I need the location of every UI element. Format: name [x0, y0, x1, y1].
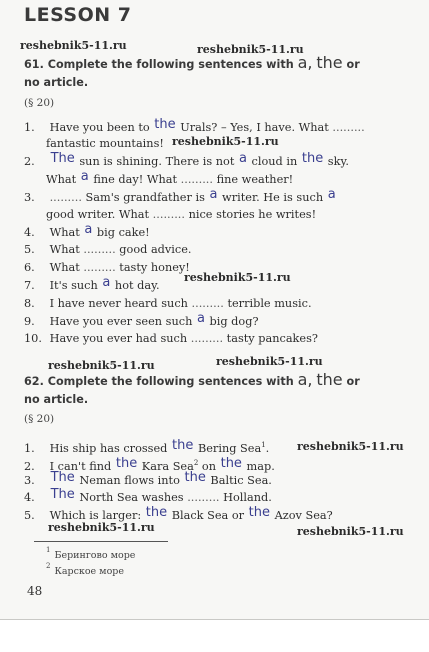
handwritten-answer: the	[145, 505, 168, 520]
blank: .........	[190, 332, 224, 345]
sentence-text: sun is shining. There is not	[79, 155, 235, 168]
sentence-text: good advice.	[119, 243, 192, 256]
handwritten-answer: a	[327, 187, 336, 202]
sentence-text: fantastic mountains!	[46, 137, 164, 150]
exercise-sentence	[24, 187, 424, 205]
sentence-text: It's such	[49, 279, 98, 292]
handwritten-answer: The	[50, 470, 75, 485]
sentence-text: What	[49, 243, 80, 256]
sentence-text: big dog?	[209, 315, 259, 328]
task-instruction: no article.	[24, 393, 89, 406]
handwritten-answer: the	[184, 470, 206, 485]
sentence-number: 7.	[24, 279, 35, 292]
handwritten-answer: The	[50, 151, 75, 166]
sentence-text: Black Sea or	[171, 509, 245, 522]
handwritten-answer: a	[102, 275, 111, 290]
handwritten-answer: the	[248, 505, 271, 520]
sentence-text: on	[201, 459, 216, 473]
sentence-text: hot day.	[114, 279, 160, 292]
sentence-text: writer. He is such	[222, 191, 324, 204]
handwritten-answer: the	[154, 117, 176, 132]
exercise-sentence	[24, 311, 424, 329]
handwritten-answer: the	[172, 437, 194, 453]
footnote-text: Берингово море	[54, 550, 136, 562]
sentence-number: 2.	[24, 155, 35, 168]
exercise-sentence	[24, 332, 424, 346]
sentence-text: tasty honey!	[119, 261, 190, 274]
task-number: 62.	[24, 375, 44, 388]
article-option: a,	[297, 53, 313, 72]
exercise-sentence	[24, 470, 424, 488]
sentence-text: sky.	[327, 155, 349, 168]
footnote-mark: 1	[46, 546, 51, 554]
sentence-text: Have you ever seen such	[49, 315, 193, 328]
sentence-text: North Sea washes	[79, 491, 184, 504]
sentence-number: 9.	[24, 315, 35, 328]
sentence-number: 5.	[24, 509, 35, 522]
sentence-text: What	[49, 226, 80, 239]
exercise-sentence	[24, 151, 424, 169]
sentence-text: Holland.	[223, 491, 272, 504]
watermark: reshebnik5-11.ru	[48, 521, 155, 534]
watermark: reshebnik5-11.ru	[48, 359, 155, 372]
grammar-reference: (§ 20)	[24, 97, 55, 109]
sentence-number: 3.	[24, 474, 35, 487]
watermark: reshebnik5-11.ru	[172, 135, 279, 148]
blank: .........	[191, 297, 224, 310]
sentence-text: Have you ever had such	[49, 332, 188, 345]
sentence-text: I can't find	[49, 459, 112, 473]
sentence-number: 1.	[24, 441, 35, 455]
watermark: reshebnik5-11.ru	[216, 355, 323, 368]
sentence-text: Kara Sea	[141, 459, 194, 473]
blank: .........	[180, 173, 213, 186]
sentence-number: 8.	[24, 297, 35, 310]
sentence-text: .	[265, 441, 270, 455]
handwritten-answer: a	[196, 311, 205, 326]
blank: .........	[83, 243, 116, 256]
page-number: 48	[27, 584, 43, 598]
watermark: reshebnik5-11.ru	[297, 525, 404, 538]
sentence-number: 3.	[24, 191, 35, 204]
sentence-text: Which is larger:	[49, 509, 142, 522]
handwritten-answer: a	[84, 222, 93, 237]
task-instruction: no article.	[24, 76, 89, 89]
task-instruction: Complete the following sentences with	[47, 375, 294, 388]
sentence-text: cloud in	[251, 155, 298, 168]
lesson-title: LESSON 7	[24, 4, 132, 26]
footnote-mark: 2	[193, 459, 199, 467]
sentence-number: 6.	[24, 261, 35, 274]
sentence-number: 10.	[24, 332, 42, 345]
exercise-sentence	[24, 243, 424, 257]
handwritten-answer: the	[301, 151, 324, 166]
sentence-text: fine day! What	[93, 173, 178, 186]
sentence-text: Bering Sea	[197, 441, 262, 455]
sentence-text: Sam's grandfather is	[85, 191, 205, 204]
sentence-text: I have never heard such	[49, 297, 188, 310]
handwritten-answer: a	[209, 187, 218, 202]
blank: .........	[83, 261, 116, 274]
blank: .........	[152, 208, 185, 221]
sentence-text: Neman flows into	[79, 474, 180, 487]
footnote	[46, 548, 135, 561]
blank: .........	[332, 121, 365, 134]
sentence-text: nice stories he writes!	[188, 208, 317, 221]
sentence-text: fine weather!	[216, 173, 294, 186]
sentence-text: His ship has crossed	[49, 441, 168, 455]
watermark: reshebnik5-11.ru	[20, 39, 127, 52]
blank: .........	[187, 491, 220, 504]
sentence-text: What	[49, 261, 80, 274]
watermark: reshebnik5-11.ru	[184, 271, 291, 284]
task-instruction: or	[346, 58, 360, 71]
task-instruction: or	[346, 375, 360, 388]
footnote-mark: 2	[46, 562, 51, 570]
sentence-text: Azov Sea?	[274, 509, 333, 522]
article-option: a,	[297, 370, 313, 389]
sentence-number: 1.	[24, 121, 35, 134]
blank: .........	[49, 191, 82, 204]
exercise-sentence	[24, 117, 424, 135]
sentence-text: Urals? – Yes, I have. What	[180, 121, 329, 134]
footnote-mark: 1	[261, 441, 266, 449]
exercise-sentence-continued	[24, 208, 424, 222]
task-62-heading	[24, 371, 416, 409]
handwritten-answer: a	[238, 151, 247, 166]
exercise-sentence	[24, 222, 424, 240]
footnote	[46, 564, 124, 577]
watermark: reshebnik5-11.ru	[297, 440, 404, 453]
task-number: 61.	[24, 58, 44, 71]
sentence-text: Baltic Sea.	[210, 474, 272, 487]
sentence-text: Have you been to	[49, 121, 150, 134]
exercise-sentence	[24, 297, 424, 311]
sentence-number: 4.	[24, 226, 35, 239]
article-option: the	[316, 53, 343, 72]
handwritten-answer: the	[115, 455, 138, 471]
sentence-number: 5.	[24, 243, 35, 256]
sentence-text: tasty pancakes?	[226, 332, 318, 345]
sentence-number: 4.	[24, 491, 35, 504]
footnote-text: Карское море	[54, 566, 124, 578]
sentence-text: terrible music.	[227, 297, 312, 310]
grammar-reference: (§ 20)	[24, 413, 55, 425]
sentence-number: 2.	[24, 459, 35, 473]
exercise-sentence	[24, 456, 424, 474]
sentence-text: What	[46, 173, 77, 186]
handwritten-answer: the	[220, 455, 242, 471]
task-instruction: Complete the following sentences with	[47, 58, 294, 71]
sentence-text: good writer. What	[46, 208, 150, 221]
watermark: reshebnik5-11.ru	[197, 43, 304, 56]
handwritten-answer: The	[50, 487, 75, 502]
task-61-heading	[24, 54, 416, 92]
sentence-text: map.	[246, 459, 275, 473]
exercise-sentence-continued	[24, 169, 424, 187]
exercise-sentence	[24, 487, 424, 505]
sentence-text: big cake!	[96, 226, 150, 239]
handwritten-answer: a	[80, 169, 89, 184]
footnote-divider	[34, 541, 168, 542]
article-option: the	[316, 370, 343, 389]
